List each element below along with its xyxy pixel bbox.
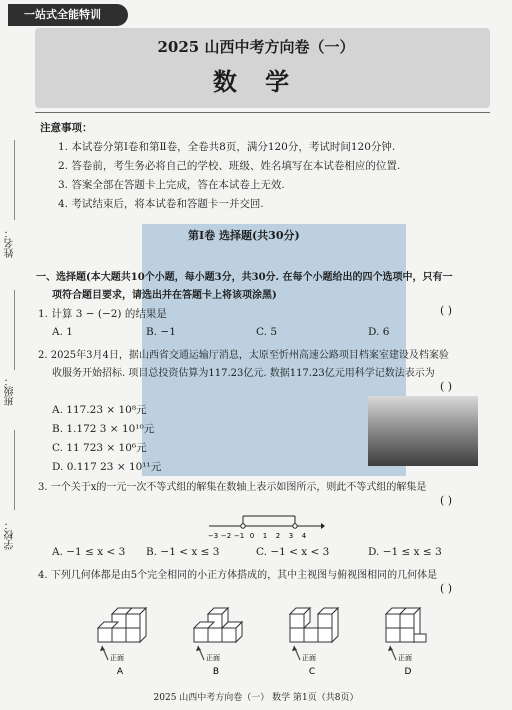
option-a: A. 117.23 × 10⁸元 xyxy=(52,404,147,416)
highway-photo xyxy=(368,396,478,466)
question-4-stem: 4. 下列几何体都是由5个完全相同的小正方体搭成的，其中主视图与俯视图相同的几何体是 xyxy=(38,570,438,581)
solid-figure-a xyxy=(90,600,160,678)
number-line-figure xyxy=(205,508,325,540)
figure-label-b: B xyxy=(212,667,220,677)
answer-paren: ( ) xyxy=(440,380,453,393)
option-b: B. −1 < x ≤ 3 xyxy=(146,546,220,558)
front-label: 正面 xyxy=(398,654,412,662)
option-c: C. 11 723 × 10⁶元 xyxy=(52,442,147,454)
option-a: A. 1 xyxy=(52,326,73,338)
question-3-stem: 3. 一个关于x的一元一次不等式组的解集在数轴上表示如图所示，则此不等式组的解集是 xyxy=(38,482,427,493)
option-c: C. −1 < x < 3 xyxy=(256,546,330,558)
solid-figure-b xyxy=(186,600,256,678)
class-line xyxy=(14,290,15,370)
name-label: 姓名： xyxy=(5,228,16,258)
answer-paren: ( ) xyxy=(440,494,453,507)
answer-paren: ( ) xyxy=(440,304,453,317)
class-label: 班级： xyxy=(5,376,16,406)
name-line xyxy=(14,140,15,220)
figure-label-a: A xyxy=(116,667,124,677)
tick-label: 3 xyxy=(288,532,294,540)
tick-label: 2 xyxy=(275,532,281,540)
note-item: 4. 考试结束后，将本试卷和答题卡一并交回. xyxy=(58,198,264,210)
page-footer: 2025 山西中考方向卷（一） 数学 第1页（共8页） xyxy=(153,693,359,703)
option-a: A. −1 ≤ x < 3 xyxy=(52,546,126,558)
option-d: D. −1 ≤ x ≤ 3 xyxy=(368,546,442,558)
series-badge: 一站式全能特训 xyxy=(8,4,128,26)
section-instruction: 一、选择题(本大题共10个小题，每小题3分，共30分. 在每个小题给出的四个选项中，只有一 xyxy=(36,272,453,283)
tick-label: 4 xyxy=(301,532,307,540)
front-label: 正面 xyxy=(110,654,124,662)
question-2-stem: 2. 2025年3月4日，据山西省交通运输厅消息，太原至忻州高速公路项目档案室建设及档案验 xyxy=(38,350,449,361)
subject-title: 数 学 xyxy=(212,67,300,96)
school-label: 学校： xyxy=(5,520,16,550)
note-item: 3. 答案全部在答题卡上完成，答在本试卷上无效. xyxy=(58,179,285,191)
question-2-stem-cont: 收服务开始招标. 项目总投资估算为117.23亿元. 数据117.23亿元用科学记数法表示为 xyxy=(52,368,435,379)
answer-paren: ( ) xyxy=(440,582,453,595)
figure-label-c: C xyxy=(308,667,316,677)
solid-figure-d xyxy=(378,600,448,678)
tick-label: −1 xyxy=(233,532,245,540)
volume-title: 第Ⅰ卷 选择题(共30分) xyxy=(188,229,300,242)
option-b: B. 1.172 3 × 10¹⁰元 xyxy=(52,423,155,435)
exam-title: 2025 山西中考方向卷（一） xyxy=(157,38,355,56)
school-line xyxy=(14,430,15,510)
note-item: 1. 本试卷分第Ⅰ卷和第Ⅱ卷，全卷共8页，满分120分，考试时间120分钟. xyxy=(58,141,396,153)
tick-label: −3 xyxy=(207,532,219,540)
option-d: D. 6 xyxy=(368,326,390,338)
front-label: 正面 xyxy=(206,654,220,662)
tick-label: 0 xyxy=(249,532,255,540)
header-rule xyxy=(35,112,490,113)
front-label: 正面 xyxy=(302,654,316,662)
tick-label: 1 xyxy=(262,532,268,540)
notes-heading: 注意事项： xyxy=(40,122,93,134)
option-d: D. 0.117 23 × 10¹¹元 xyxy=(52,461,162,473)
note-item: 2. 答卷前，考生务必将自己的学校、班级、姓名填写在本试卷相应的位置. xyxy=(58,160,401,172)
figure-label-d: D xyxy=(404,667,412,677)
solid-figure-c xyxy=(282,598,352,678)
question-1-stem: 1. 计算 3 − (−2) 的结果是 xyxy=(38,308,167,320)
section-instruction-cont: 项符合题目要求，请选出并在答题卡上将该项涂黑) xyxy=(52,290,277,301)
tick-label: −2 xyxy=(220,532,232,540)
option-b: B. −1 xyxy=(146,326,176,338)
option-c: C. 5 xyxy=(256,326,278,338)
